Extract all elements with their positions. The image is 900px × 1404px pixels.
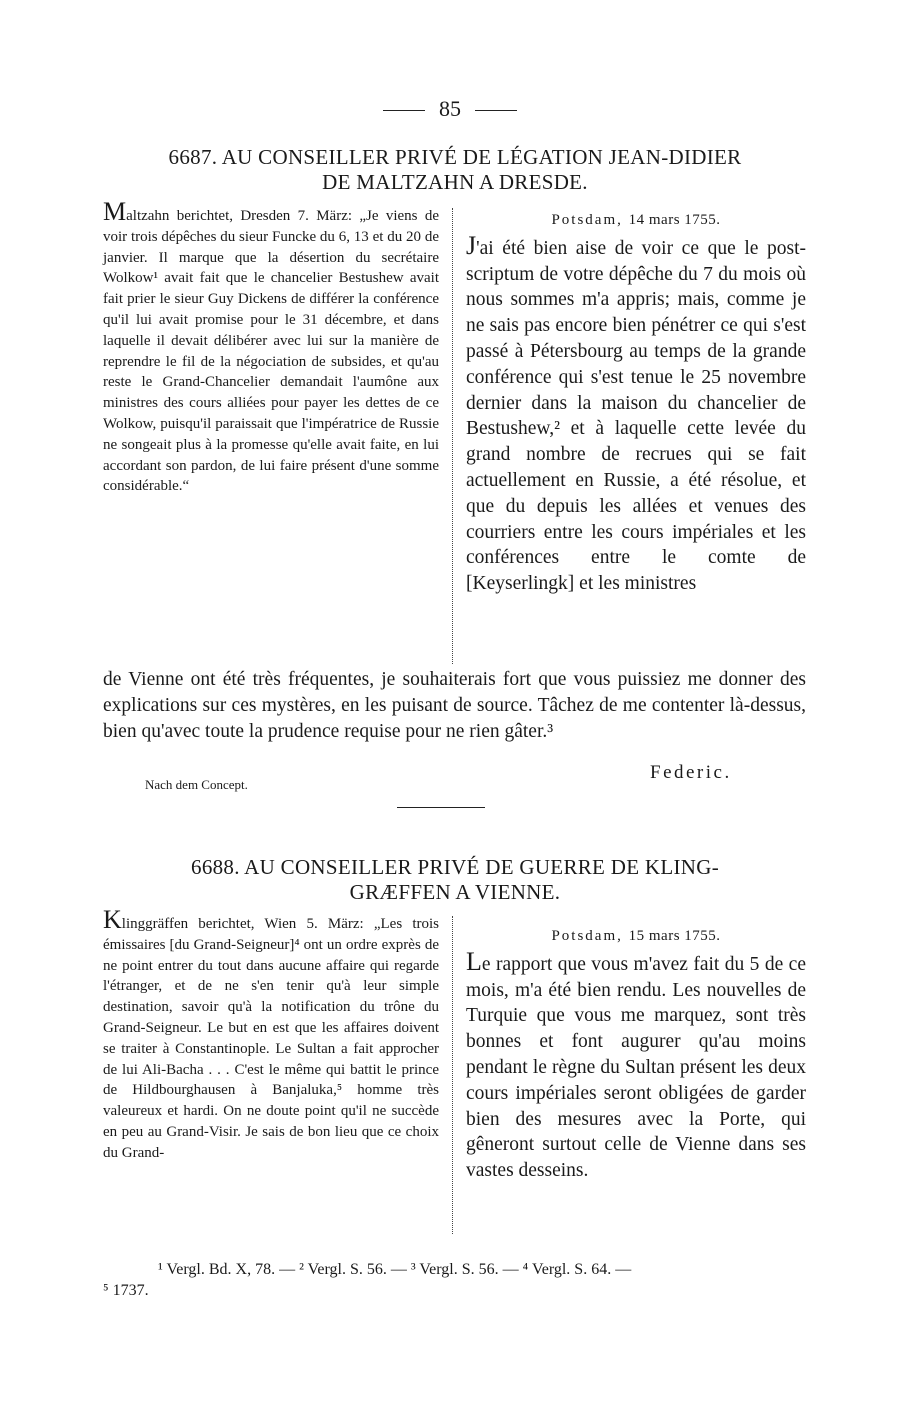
letter-6687-reply-continuation: de Vienne ont été très fréquentes, je souhaiterais fort que vous puissiez me donner des explications sur ces mystères, en les puisant de source. Tâchez de me contenter là-dessus, bien qu'avec toute la prudence requise pour ne rien gâter.³ xyxy=(103,669,806,742)
letter-6687-report xyxy=(103,197,439,497)
letter-6688-report xyxy=(103,905,439,1164)
letter-6687-date: 14 mars 1755. xyxy=(628,212,721,228)
letter-6687-reply xyxy=(466,208,806,597)
page-number-dash-right xyxy=(475,110,517,111)
letter-6687-report-dropcap: M xyxy=(103,197,127,226)
letter-6687-heading-line2: DE MALTZAHN A DRESDE. xyxy=(322,170,588,194)
letter-6687-heading-line1: 6687. AU CONSEILLER PRIVÉ DE LÉGATION JEAN-DIDIER xyxy=(168,145,742,169)
page-number-dash-left xyxy=(383,110,425,111)
letter-6687-reply-dropcap: J xyxy=(466,230,477,260)
letter-6688-heading xyxy=(105,855,805,905)
letter-6687-place: Potsdam, xyxy=(551,212,623,228)
page-number xyxy=(0,96,900,122)
letter-6688-heading-line1: 6688. AU CONSEILLER PRIVÉ DE GUERRE DE KLING- xyxy=(191,855,719,879)
letter-6688-report-text: linggräffen berichtet, Wien 5. März: „Les trois émissaires [du Grand-Seigneur]⁴ ont un ordre exprès de ne point entrer du tout dans aucune affaire qui regarde l'étranger, et de ne s'en tenir qu'à leur simple destination, savoir qu'à la notification du trône du Grand-Seigneur. Le but en est que les affaires doivent se traiter à Constantinople. Le Sultan a fait approcher de lui Ali-Bacha . . . C'est le même qui battit le prince de Hildbourghausen à Banjaluka,⁵ homme très valeureux et hardi. On ne doute point qu'il ne succède en peu au Grand-Visir. Je sais de bon lieu que ce choix du Grand- xyxy=(103,916,439,1161)
letter-6687-signature: Federic. xyxy=(650,762,732,783)
letter-6688-reply xyxy=(466,924,806,1184)
column-divider-2 xyxy=(452,916,453,1234)
letter-6688-heading-line2: GRÆFFEN A VIENNE. xyxy=(349,880,561,904)
section-separator-rule xyxy=(397,807,485,808)
letter-6687-heading xyxy=(105,145,805,195)
column-divider-1 xyxy=(452,208,453,664)
letter-6687-source-note: Nach dem Concept. xyxy=(145,777,248,792)
letter-6688-dateline xyxy=(466,924,806,950)
page-number-value: 85 xyxy=(439,96,461,121)
letter-6688-reply-dropcap: L xyxy=(466,946,482,976)
letter-6688-place: Potsdam, xyxy=(551,928,623,944)
letter-6688-reply-text: e rapport que vous m'avez fait du 5 de ce mois, m'a été bien rendu. Les nouvelles de Turquie que vous me marquez, sont très bonnes et font augurer qu'au moins pendant le règne du Sultan présent les deux cours impériales seront obligées de garder bien des mesures avec la Porte, qui gêneront surtout celle de Vienne dans ses vastes desseins. xyxy=(466,953,806,1182)
letter-6688-report-dropcap: K xyxy=(103,905,122,934)
letter-6687-reply-text: 'ai été bien aise de voir ce que le post-scriptum de votre dépêche du 7 du mois où nous sommes m'a appris; mais, comme je ne sais pas encore bien pénétrer ce qui s'est passé à Pétersbourg au temps de la grande conférence qui s'est tenue le 25 novembre dernier dans la maison du chancelier de Bestushew,² et à laquelle cette levée du grand nombre de recrues qui se fait actuellement en Russie, a été résolue, et que du depuis les allées et venues des courriers entre les cours impériales et les conférences entre le comte de [Keyserlingk] et les ministres xyxy=(466,237,806,595)
footnotes-line1: ¹ Vergl. Bd. X, 78. — ² Vergl. S. 56. — ³ Vergl. S. 56. — ⁴ Vergl. S. 64. — xyxy=(158,1261,632,1278)
letter-6687-report-text: altzahn berichtet, Dresden 7. März: „Je viens de voir trois dépêches du sieur Funcke du 6, 13 et du 20 de janvier. Il marque que la désertion du secrétaire Wolkow¹ avait fait que le chancelier Bestushew avait fait prier le sieur Guy Dickens de différer la conférence qu'il lui avait promise pour le 31 décembre, et dans laquelle il devait délibérer avec lui sur la manière de reprendre le fil de la négociation de subsides, et qu'au reste le Grand-Chancelier demandait l'aumône aux ministres des cours alliées pour payer les dettes de ce Wolkow, puisqu'il paraissait que l'impératrice de Russie ne songeait plus à la promesse qu'elle avait faite, en lui accordant son pardon, de lui faire présent d'une somme considérable.“ xyxy=(103,208,439,495)
footnotes-line2: ⁵ 1737. xyxy=(103,1282,149,1299)
letter-6687-dateline xyxy=(466,208,806,234)
letter-6688-date: 15 mars 1755. xyxy=(628,928,721,944)
footnotes xyxy=(103,1259,806,1301)
